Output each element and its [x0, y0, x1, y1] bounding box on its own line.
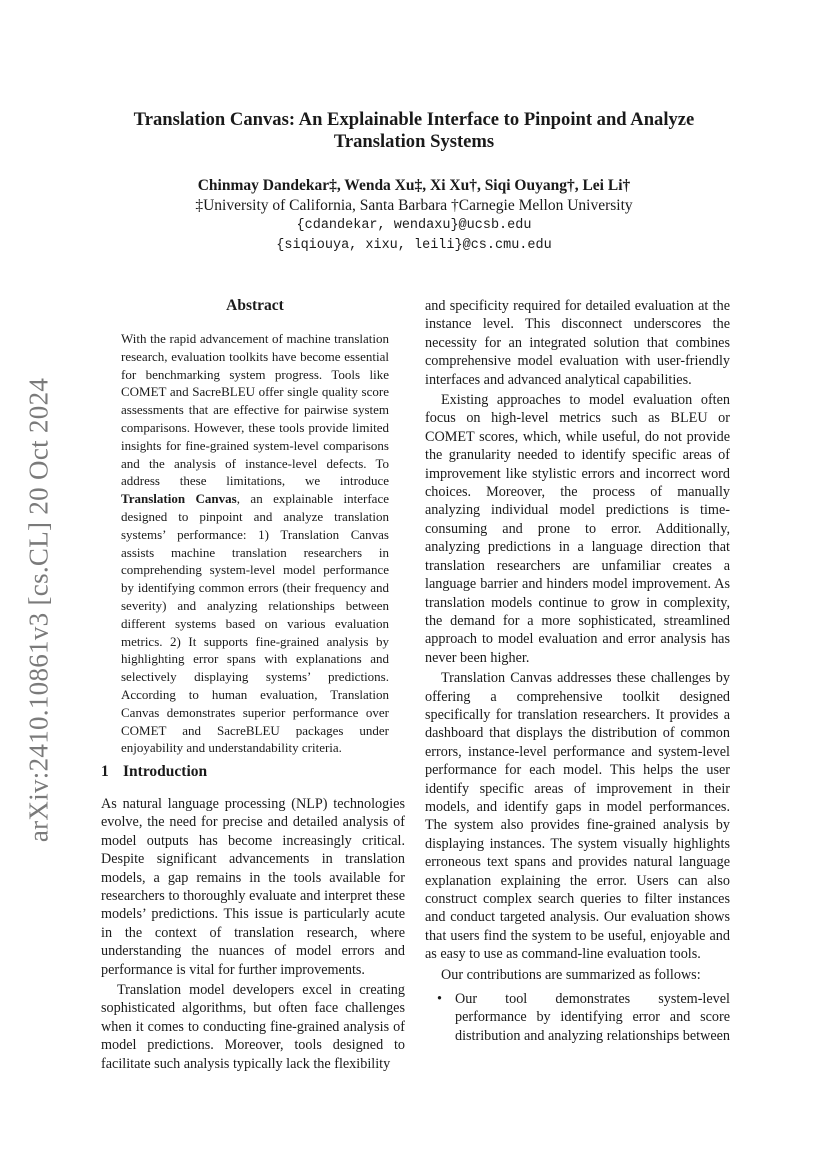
paper-title-line1: Translation Canvas: An Explainable Interface to Pinpoint and Analyze: [133, 109, 695, 130]
section-title: Introduction: [123, 763, 208, 780]
section-number: 1: [101, 763, 109, 780]
abstract-body: [121, 330, 389, 757]
arxiv-identifier: [22, 370, 56, 850]
section-heading-introduction: [101, 763, 207, 781]
author-list: Chinmay Dandekar‡, Wenda Xu‡, Xi Xu†, Siqi Ouyang†, Lei Li†: [197, 177, 631, 194]
contribution-bullet-1: [425, 990, 730, 1045]
paragraph-existing-approaches: Existing approaches to model evaluation often focus on high-level metrics such as BLEU or COMET scores, which, while useful, do not provide the granularity needed to identify specific areas of improvement like stylistic errors and incorrect word choices. Moreover, the process of manually analyzing individual model predictions is time-consuming and prone to error. Additionally, analyzing predictions in a language direction that translation researchers are unfamiliar creates a language barrier and hinders model improvement. As translation models continue to grow in complexity, the demand for a more sophisticated, streamlined approach to model evaluation and error analysis has never been higher.: [425, 392, 730, 666]
paragraph-contributions-intro: Our contributions are summarized as follows:: [441, 966, 701, 983]
paper-title: [100, 109, 728, 153]
paper-title-line2: Translation Systems: [333, 131, 495, 152]
abstract-bold-term: Translation Canvas: [121, 491, 237, 507]
affiliations: ‡University of California, Santa Barbara †Carnegie Mellon University: [195, 197, 633, 214]
email-ucsb: {cdandekar, wendaxu}@ucsb.edu: [296, 218, 532, 233]
email-cmu: {siqiouya, xixu, leili}@cs.cmu.edu: [276, 238, 552, 253]
arxiv-identifier-text: arXiv:2410.10861v3 [cs.CL] 20 Oct 2024: [23, 377, 54, 843]
paragraph-continued: and specificity required for detailed evaluation at the instance level. This disconnect underscores the necessity for an integrated solution that combines comprehensive model evaluation with user-friendly interfaces and advanced analytical capabilities.: [425, 298, 730, 388]
intro-paragraph-2: Translation model developers excel in creating sophisticated algorithms, but often face challenges when it comes to conducting fine-grained analysis of model predictions. Moreover, tools designed to facilitate such analysis typically lack the flexibility: [101, 982, 405, 1072]
right-column-body: [425, 297, 730, 1045]
bullet-icon: •: [437, 991, 442, 1008]
intro-paragraph-1: As natural language processing (NLP) technologies evolve, the need for precise and detailed analysis of model outputs has become increasingly critical. Despite significant advancements in translation models, a gap remains in the tools available for researchers to thoroughly evaluate and interpret these models’ predictions. This issue is particularly acute in the context of translation research, where understanding the nuances of model errors and performance is vital for further improvements.: [101, 796, 405, 978]
abstract-text-before: With the rapid advancement of machine translation research, evaluation toolkits have become essential for benchmarking system progress. Tools like COMET and SacreBLEU offer single quality score assessments that are effective for pairwise system comparisons. However, these tools provide limited insights for fine-grained system-level comparisons and the analysis of instance-level defects. To address these limitations, we introduce: [121, 331, 389, 489]
bullet-text: Our tool demonstrates system-level performance by identifying error and score distribution and analyzing relationships between: [455, 991, 731, 1044]
paragraph-translation-canvas: Translation Canvas addresses these challenges by offering a comprehensive toolkit designed specifically for translation researchers. It provides a dashboard that displays the distribution of common errors, instance-level performance and system-level performance for each model. This helps the user identify specific areas of improvement in their models, and identify gaps in model performances. The system also provides fine-grained analysis by displaying instances. The system visually highlights erroneous text spans and provides natural language explanation explaining the error. Users can also construct complex search queries to filter instances and conduct targeted analysis. Our evaluation shows that users find the system to be useful, enjoyable and as easy to use as command-line evaluation tools.: [425, 670, 730, 963]
introduction-body: [101, 795, 405, 1073]
abstract-text-after: , an explainable interface designed to pinpoint and analyze translation systems’ performance: 1) Translation Canvas assists machine translation researchers in comprehending system-level model performance by identifying common errors (their frequency and severity) and analyzing relationships between different systems based on various evaluation metrics. 2) It supports fine-grained analysis by highlighting error spans with explanations and selectively displaying systems’ predictions. According to human evaluation, Translation Canvas demonstrates superior performance over COMET and SacreBLEU packages under enjoyability and understandability criteria.: [121, 491, 389, 756]
abstract-heading: Abstract: [226, 297, 284, 314]
